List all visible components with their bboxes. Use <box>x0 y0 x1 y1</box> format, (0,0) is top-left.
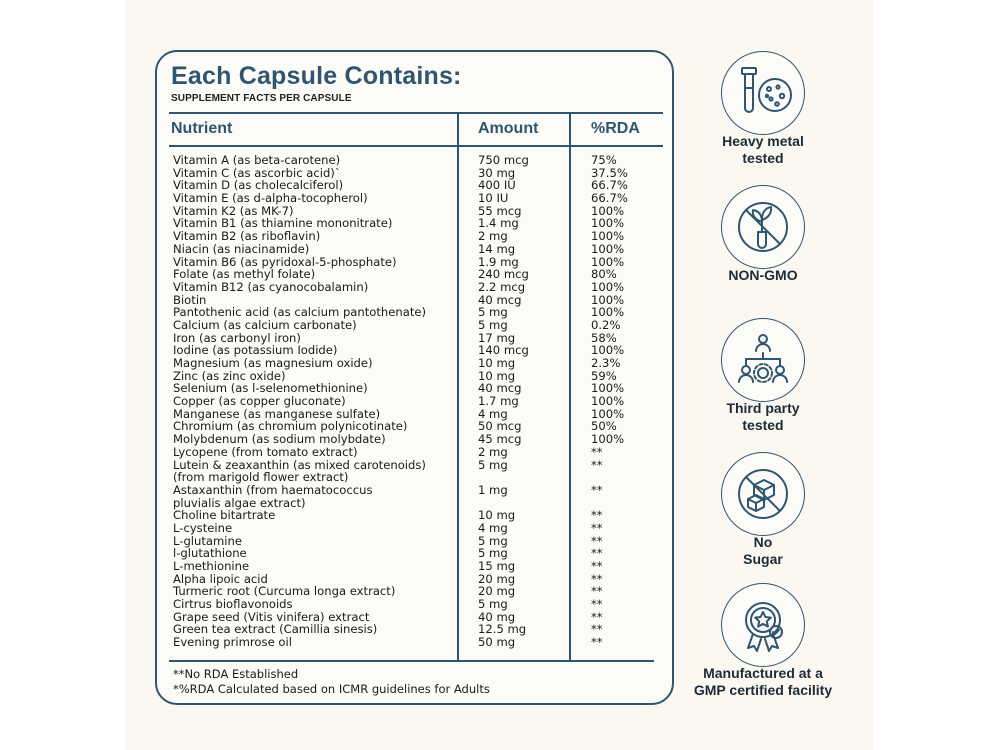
rda-cell: 100% <box>591 254 625 269</box>
table-row <box>173 636 663 649</box>
amount-cell: 5 mg <box>478 597 508 612</box>
table-row <box>173 319 663 332</box>
rda-cell: ** <box>591 584 603 599</box>
nutrient-cell: Pantothenic acid (as calcium pantothenate) <box>173 305 427 320</box>
nutrient-cell: (from marigold flower extract) <box>173 470 349 485</box>
nutrient-cell: Lycopene (from tomato extract) <box>173 444 358 459</box>
rda-cell: 100% <box>591 394 625 409</box>
rda-cell: 58% <box>591 330 617 345</box>
table-row <box>173 471 663 484</box>
nutrient-cell: L-methionine <box>173 559 250 573</box>
rda-cell: 59% <box>591 368 617 383</box>
nutrient-cell: Astaxanthin (from haematococcus <box>173 482 373 497</box>
amount-cell: 140 mcg <box>478 343 529 358</box>
table-row <box>173 484 663 497</box>
table-row <box>173 433 663 446</box>
rda-cell: 100% <box>591 229 625 244</box>
third-party-test-badge <box>721 318 805 402</box>
gmp-certified-badge <box>721 583 805 667</box>
amount-cell: 45 mcg <box>478 432 522 447</box>
nutrient-cell: Copper (as copper gluconate) <box>173 394 346 409</box>
nutrient-cell: l-glutathione <box>173 546 247 561</box>
amount-cell: 1.4 mg <box>478 216 519 231</box>
footnote-no-rda: **No RDA Established <box>173 667 299 681</box>
amount-cell: 55 mcg <box>478 203 522 218</box>
rda-cell: 100% <box>591 343 625 358</box>
nutrient-cell: L-glutamine <box>173 533 243 548</box>
heavy-metal-test-icon <box>724 54 802 132</box>
rda-cell: 66.7% <box>591 178 628 193</box>
amount-cell: 1 mg <box>478 482 508 497</box>
rda-cell: 50% <box>591 419 617 434</box>
nutrient-cell: Turmeric root (Curcuma longa extract) <box>173 584 396 599</box>
header-bottom-rule <box>169 145 663 147</box>
amount-cell: 4 mg <box>478 520 508 535</box>
table-row <box>173 268 663 281</box>
nutrient-cell: L-cysteine <box>173 520 233 535</box>
rda-cell: 66.7% <box>591 191 628 206</box>
amount-cell: 750 mcg <box>478 153 529 167</box>
rda-cell: ** <box>591 559 603 573</box>
amount-cell: 2 mg <box>478 444 508 459</box>
rda-cell: 100% <box>591 203 625 218</box>
amount-cell: 4 mg <box>478 406 508 421</box>
amount-cell: 5 mg <box>478 533 508 548</box>
amount-cell: 10 mg <box>478 356 516 370</box>
amount-cell: 5 mg <box>478 305 508 320</box>
amount-cell: 240 mcg <box>478 267 529 282</box>
amount-cell: 10 mg <box>478 368 516 383</box>
table-bottom-rule <box>169 660 654 662</box>
nutrient-cell: pluvialis algae extract) <box>173 495 306 510</box>
nutrient-cell: Vitamin E (as d-alpha-tocopherol) <box>173 191 368 206</box>
rda-cell: 2.3% <box>591 356 621 370</box>
nutrient-cell: Grape seed (Vitis vinifera) extract <box>173 609 370 624</box>
third-party-test-icon <box>724 321 802 399</box>
nutrient-cell: Vitamin D (as cholecalciferol) <box>173 178 344 193</box>
nutrient-cell: Choline bitartrate <box>173 508 276 523</box>
rda-cell: ** <box>591 571 603 586</box>
amount-cell: 400 IU <box>478 178 516 193</box>
nutrient-cell: Vitamin B6 (as pyridoxal-5-phosphate) <box>173 254 397 269</box>
rda-cell: 0.2% <box>591 317 621 332</box>
table-row <box>173 243 663 256</box>
nutrient-cell: Magnesium (as magnesium oxide) <box>173 356 373 370</box>
amount-cell: 2.2 mcg <box>478 279 526 294</box>
table-row <box>173 522 663 535</box>
table-row <box>173 395 663 408</box>
table-row <box>173 192 663 205</box>
rda-cell: ** <box>591 444 603 459</box>
rda-cell: 100% <box>591 216 625 231</box>
gmp-certified-icon <box>724 586 802 664</box>
amount-cell: 17 mg <box>478 330 516 345</box>
rda-cell: ** <box>591 520 603 535</box>
rda-cell: ** <box>591 609 603 624</box>
non-gmo-icon <box>724 188 802 266</box>
nutrient-cell: Vitamin B12 (as cyanocobalamin) <box>173 279 369 294</box>
table-row <box>173 281 663 294</box>
amount-cell: 20 mg <box>478 571 516 586</box>
rda-cell: 100% <box>591 279 625 294</box>
amount-cell: 50 mcg <box>478 419 522 434</box>
table-row <box>173 230 663 243</box>
nutrient-cell: Chromium (as chromium polynicotinate) <box>173 419 408 434</box>
rda-cell: ** <box>591 597 603 612</box>
rda-cell: 100% <box>591 305 625 320</box>
non-gmo-badge <box>721 185 805 269</box>
nutrient-cell: Vitamin A (as beta-carotene) <box>173 153 341 167</box>
amount-cell: 30 mg <box>478 165 516 180</box>
nutrient-cell: Niacin (as niacinamide) <box>173 241 310 256</box>
nutrient-cell: Lutein & zeaxanthin (as mixed carotenoids) <box>173 457 426 472</box>
nutrient-cell: Iodine (as potassium Iodide) <box>173 343 338 358</box>
supplement-facts-panel <box>155 50 674 705</box>
nutrient-table-body <box>173 154 663 649</box>
amount-cell: 1.9 mg <box>478 254 519 269</box>
nutrient-cell: Green tea extract (Camillia sinesis) <box>173 622 378 637</box>
nutrient-cell: Cirtrus bioflavonoids <box>173 597 293 612</box>
rda-cell: ** <box>591 635 603 650</box>
rda-cell: 100% <box>591 406 625 421</box>
rda-cell: 100% <box>591 241 625 256</box>
amount-cell: 1.7 mg <box>478 394 519 409</box>
table-row <box>173 154 663 167</box>
nutrient-cell: Vitamin B2 (as riboflavin) <box>173 229 321 244</box>
nutrient-cell: Alpha lipoic acid <box>173 571 268 586</box>
table-row <box>173 446 663 459</box>
rda-cell: 100% <box>591 432 625 447</box>
nutrient-cell: Iron (as carbonyl iron) <box>173 330 301 345</box>
amount-cell: 40 mg <box>478 609 516 624</box>
nutrient-cell: Selenium (as l-selenomethionine) <box>173 381 368 396</box>
rda-cell: ** <box>591 533 603 548</box>
nutrient-cell: Zinc (as zinc oxide) <box>173 368 286 383</box>
rda-cell: ** <box>591 546 603 561</box>
rda-cell: 37.5% <box>591 165 628 180</box>
amount-cell: 14 mg <box>478 241 516 256</box>
amount-cell: 40 mcg <box>478 381 522 396</box>
nutrient-cell: Manganese (as manganese sulfate) <box>173 406 381 421</box>
column-header-amount: Amount <box>478 120 539 137</box>
table-row <box>173 509 663 522</box>
rda-cell: 75% <box>591 153 617 167</box>
amount-cell: 5 mg <box>478 317 508 332</box>
no-sugar-icon <box>724 455 802 533</box>
rda-cell: 80% <box>591 267 617 282</box>
heavy-metal-test-badge <box>721 51 805 135</box>
rda-cell: ** <box>591 457 603 472</box>
third-party-label: Third party tested <box>726 400 800 433</box>
amount-cell: 2 mg <box>478 229 508 244</box>
non-gmo-label: NON-GMO <box>728 267 798 283</box>
rda-cell: ** <box>591 508 603 523</box>
panel-subtitle: SUPPLEMENT FACTS PER CAPSULE <box>171 93 352 104</box>
no-sugar-label: No Sugar <box>743 534 783 567</box>
nutrient-cell: Folate (as methyl folate) <box>173 267 316 282</box>
no-sugar-badge <box>721 452 805 536</box>
column-header-nutrient: Nutrient <box>171 120 233 137</box>
amount-cell: 5 mg <box>478 457 508 472</box>
header-top-rule <box>169 112 663 114</box>
nutrient-cell: Calcium (as calcium carbonate) <box>173 317 357 332</box>
amount-cell: 10 mg <box>478 508 516 523</box>
amount-cell: 10 IU <box>478 191 509 206</box>
amount-cell: 5 mg <box>478 546 508 561</box>
table-row <box>173 560 663 573</box>
column-header-rda: %RDA <box>591 120 640 137</box>
rda-cell: 100% <box>591 381 625 396</box>
rda-cell: 100% <box>591 292 625 307</box>
amount-cell: 40 mcg <box>478 292 522 307</box>
nutrient-cell: Evening primrose oil <box>173 635 292 650</box>
table-row <box>173 598 663 611</box>
amount-cell: 20 mg <box>478 584 516 599</box>
table-row <box>173 357 663 370</box>
nutrient-cell: Biotin <box>173 292 207 307</box>
gmp-label: Manufactured at a GMP certified facility <box>693 665 833 698</box>
rda-cell: ** <box>591 482 603 497</box>
footnote-rda-basis: *%RDA Calculated based on ICMR guidelines for Adults <box>173 682 490 696</box>
panel-title: Each Capsule Contains: <box>171 62 462 90</box>
heavy-metal-label: Heavy metal tested <box>722 133 804 166</box>
nutrient-cell: Vitamin C (as ascorbic acid)` <box>173 165 341 180</box>
amount-cell: 15 mg <box>478 559 516 573</box>
nutrient-cell: Molybdenum (as sodium molybdate) <box>173 432 386 447</box>
amount-cell: 12.5 mg <box>478 622 527 637</box>
nutrient-cell: Vitamin K2 (as MK-7) <box>173 203 294 218</box>
amount-cell: 50 mg <box>478 635 516 650</box>
rda-cell: ** <box>591 622 603 637</box>
nutrient-cell: Vitamin B1 (as thiamine mononitrate) <box>173 216 393 231</box>
